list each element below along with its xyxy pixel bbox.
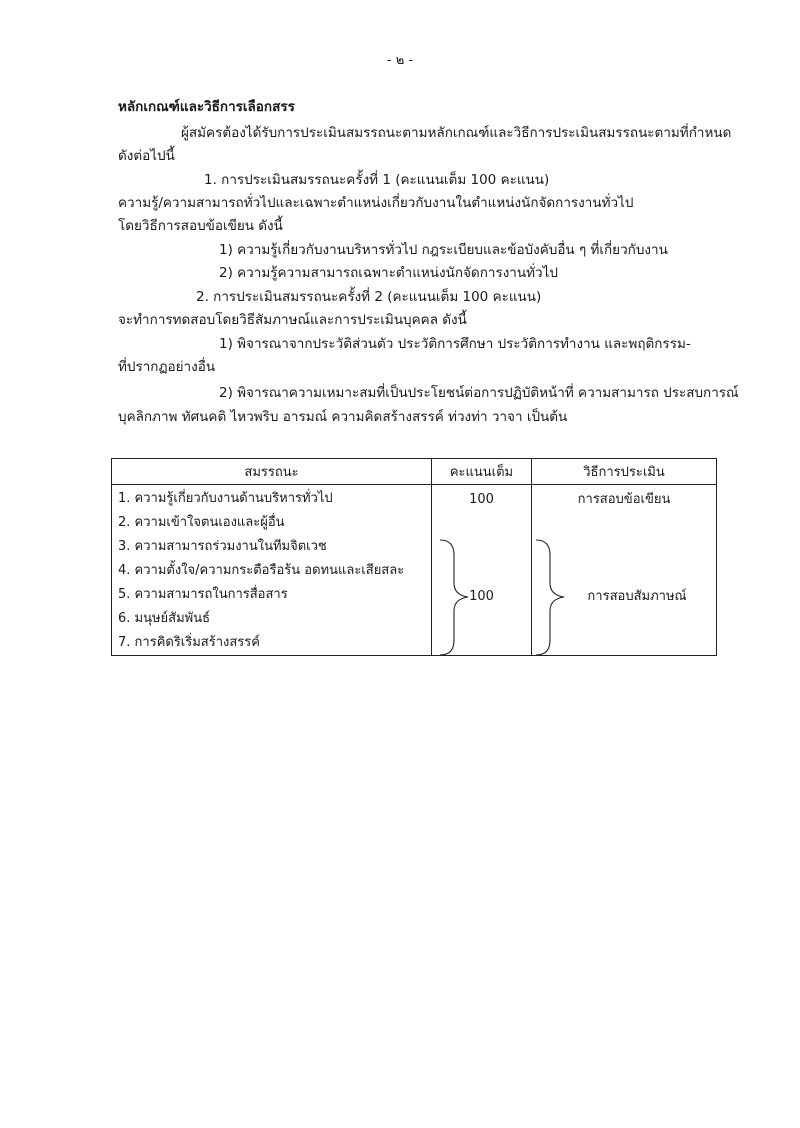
method-cell — [532, 485, 717, 656]
round2-item-2-line-1: 2) พิจารณาความเหมาะสมที่เป็นประโยชน์ต่อการปฏิบัติหน้าที่ ความสามารถ ประสบการณ์ — [219, 385, 739, 401]
header-full-score: คะแนนเต็ม — [432, 459, 532, 485]
round1-heading: 1. การประเมินสมรรถนะครั้งที่ 1 (คะแนนเต็ม 100 คะแนน) — [204, 172, 550, 188]
score-cell — [432, 485, 532, 656]
interview-score: 100 — [469, 589, 494, 604]
round2-heading: 2. การประเมินสมรรถนะครั้งที่ 2 (คะแนนเต็ม 100 คะแนน) — [196, 289, 542, 305]
competency-item: 2. ความเข้าใจตนเองและผู้อื่น — [118, 515, 285, 530]
header-method: วิธีการประเมิน — [532, 459, 717, 485]
right-brace-icon — [532, 485, 717, 655]
header-competency: สมรรถนะ — [112, 459, 432, 485]
round1-item-2: 2) ความรู้ความสามารถเฉพาะตำแหน่งนักจัดการงานทั่วไป — [219, 265, 558, 281]
competency-item: 7. การคิดริเริ่มสร้างสรรค์ — [118, 635, 260, 650]
competency-list — [112, 485, 432, 656]
intro-line-2: ดังต่อไปนี้ — [118, 148, 175, 164]
written-method: การสอบข้อเขียน — [577, 492, 671, 507]
competency-table — [111, 458, 717, 656]
round1-description-2: โดยวิธีการสอบข้อเขียน ดังนี้ — [118, 218, 283, 234]
section-title: หลักเกณฑ์และวิธีการเลือกสรร — [118, 99, 295, 115]
competency-item: 1. ความรู้เกี่ยวกับงานด้านบริหารทั่วไป — [118, 491, 333, 506]
intro-line-1: ผู้สมัครต้องได้รับการประเมินสมรรถนะตามหลักเกณฑ์และวิธีการประเมินสมรรถนะตามที่กำหนด — [181, 125, 732, 141]
page-number: - ๒ - — [386, 53, 414, 68]
round2-item-2-line-2: บุคลิกภาพ ทัศนคติ ไหวพริบ อารมณ์ ความคิดสร้างสรรค์ ท่วงท่า วาจา เป็นต้น — [118, 409, 568, 425]
competency-item: 4. ความตั้งใจ/ความกระตือรือร้น อดทนและเสียสละ — [118, 563, 405, 578]
round1-description-1: ความรู้/ความสามารถทั่วไปและเฉพาะตำแหน่งเกี่ยวกับงานในตำแหน่งนักจัดการงานทั่วไป — [118, 195, 634, 211]
written-score: 100 — [469, 492, 494, 507]
round1-item-1: 1) ความรู้เกี่ยวกับงานบริหารทั่วไป กฎระเบียบและข้อบังคับอื่น ๆ ที่เกี่ยวกับงาน — [219, 242, 668, 258]
competency-item: 3. ความสามารถร่วมงานในทีมจิตเวช — [118, 539, 327, 554]
round2-item-1-line-2: ที่ปรากฏอย่างอื่น — [118, 359, 216, 375]
round2-item-1-line-1: 1) พิจารณาจากประวัติส่วนตัว ประวัติการศึกษา ประวัติการทำงาน และพฤติกรรม- — [219, 336, 691, 352]
round2-description: จะทำการทดสอบโดยวิธีสัมภาษณ์และการประเมินบุคคล ดังนี้ — [118, 312, 467, 328]
competency-item: 5. ความสามารถในการสื่อสาร — [118, 587, 288, 602]
competency-item: 6. มนุษย์สัมพันธ์ — [118, 611, 211, 626]
right-brace-icon — [432, 485, 532, 655]
interview-method: การสอบสัมภาษณ์ — [587, 589, 687, 604]
